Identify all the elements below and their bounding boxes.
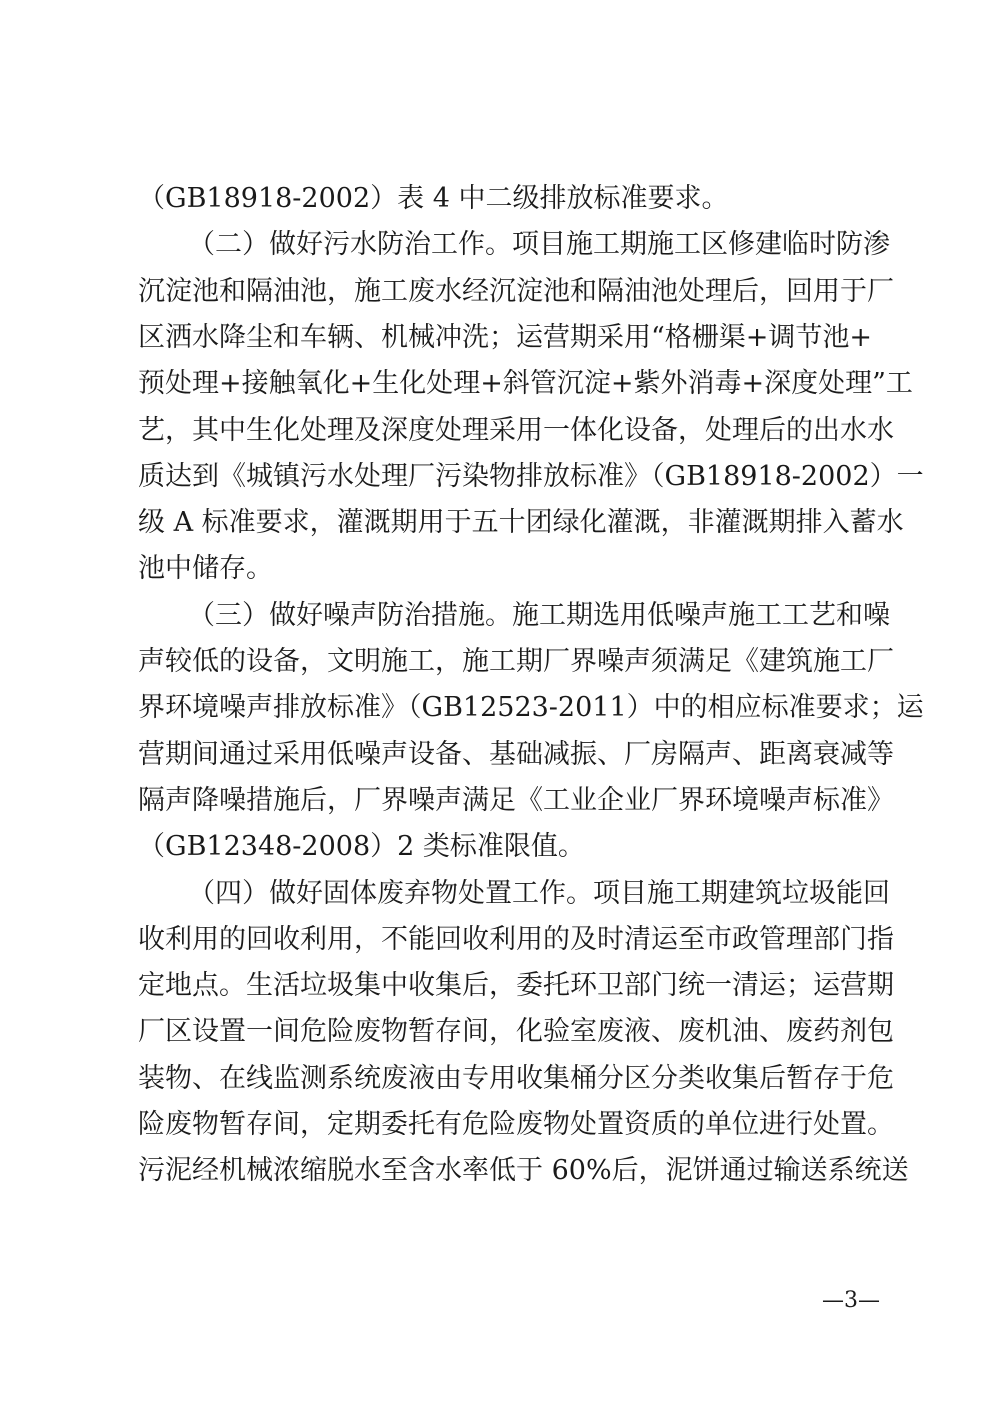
text-line: 装物、在线监测系统废液由专用收集桶分区分类收集后暂存于危: [138, 1062, 894, 1094]
text-line: 级 A 标准要求，灌溉期用于五十团绿化灌溉，非灌溉期排入蓄水: [138, 507, 904, 539]
text-line: 厂区设置一间危险废物暂存间，化验室废液、废机油、废药剂包: [138, 1016, 894, 1048]
text-line: 收利用的回收利用，不能回收利用的及时清运至市政管理部门指: [138, 923, 894, 955]
text-line: 声较低的设备，文明施工，施工期厂界噪声须满足《建筑施工厂: [138, 646, 894, 677]
text-line: 质达到《城镇污水处理厂污染物排放标准》（GB18918-2002）一: [138, 460, 924, 492]
text-line: （GB18918-2002）表 4 中二级排放标准要求。: [138, 183, 729, 214]
text-line: 污泥经机械浓缩脱水至含水率低于 60%后，泥饼通过输送系统送: [138, 1155, 909, 1187]
text-line: 隔声降噪措施后，厂界噪声满足《工业企业厂界环境噪声标准》: [138, 784, 894, 816]
text-line: （三）做好噪声防治措施。施工期选用低噪声施工工艺和噪: [188, 599, 890, 631]
text-line: 区洒水降尘和车辆、机械冲洗；运营期采用“格栅渠+调节池+: [138, 321, 873, 353]
text-line: 艺，其中生化处理及深度处理采用一体化设备，处理后的出水水: [138, 414, 894, 446]
page-number: —3—: [822, 1288, 880, 1313]
text-line: 池中储存。: [138, 553, 273, 585]
text-line: 界环境噪声排放标准》（GB12523-2011）中的相应标准要求；运: [138, 692, 924, 724]
text-line: 营期间通过采用低噪声设备、基础减振、厂房隔声、距离衰减等: [138, 738, 894, 770]
text-line: （四）做好固体废弃物处置工作。项目施工期建筑垃圾能回: [188, 877, 890, 909]
text-line: （二）做好污水防治工作。项目施工期施工区修建临时防渗: [188, 229, 890, 261]
text-line: 预处理+接触氧化+生化处理+斜管沉淀+紫外消毒+深度处理”工: [138, 368, 913, 400]
text-line: 险废物暂存间，定期委托有危险废物处置资质的单位进行处置。: [138, 1109, 894, 1140]
text-line: （GB12348-2008）2 类标准限值。: [138, 831, 585, 863]
text-line: 沉淀池和隔油池，施工废水经沉淀池和隔油池处理后，回用于厂: [138, 275, 894, 307]
text-line: 定地点。生活垃圾集中收集后，委托环卫部门统一清运；运营期: [138, 970, 894, 1002]
